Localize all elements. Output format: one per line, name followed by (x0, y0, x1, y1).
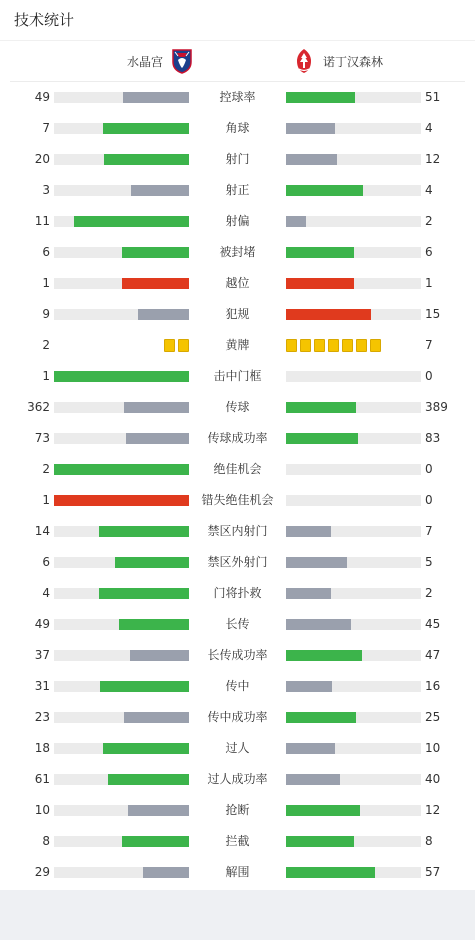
away-stat-value: 12 (425, 152, 441, 166)
home-stat-bar-fill (54, 464, 189, 475)
home-stat-bar-fill (103, 123, 189, 134)
away-stat-bar (286, 216, 421, 227)
away-stat-value: 0 (425, 462, 433, 476)
away-stat-bar (286, 371, 421, 382)
away-stat-bar-fill (286, 92, 355, 103)
home-stat-value: 31 (34, 679, 50, 693)
stat-label: 角球 (225, 121, 250, 135)
home-stat-bar (54, 216, 189, 227)
home-stat-bar (54, 278, 189, 289)
away-stat-bar-fill (286, 154, 337, 165)
away-stat-bar-fill (286, 557, 347, 568)
stat-row (0, 702, 475, 733)
away-stat-bar (286, 154, 421, 165)
away-stat-bar (286, 495, 421, 506)
home-stat-bar (54, 464, 189, 475)
stat-row (0, 144, 475, 175)
home-stat-bar (54, 712, 189, 723)
stat-label: 犯规 (225, 307, 250, 321)
away-stat-value: 40 (425, 772, 441, 786)
home-stat-bar-fill (104, 154, 189, 165)
away-stat-bar-fill (286, 712, 356, 723)
home-stat-bar-fill (122, 247, 190, 258)
yellow-card-icon (356, 339, 367, 352)
away-stat-bar-fill (286, 309, 371, 320)
home-stat-bar (54, 185, 189, 196)
away-stat-value: 47 (425, 648, 441, 662)
away-stat-bar (286, 805, 421, 816)
home-stat-value: 14 (34, 524, 50, 538)
home-stat-bar-fill (138, 309, 189, 320)
home-stat-value: 11 (34, 214, 50, 228)
home-yellow-cards (164, 339, 189, 352)
away-stat-bar (286, 836, 421, 847)
home-stat-bar-fill (54, 495, 189, 506)
page-footer (0, 890, 475, 940)
away-stat-value: 1 (425, 276, 433, 290)
home-stat-bar-fill (99, 526, 189, 537)
stat-label: 解围 (225, 865, 250, 879)
away-stat-bar (286, 185, 421, 196)
home-stat-bar-fill (124, 712, 189, 723)
stat-label: 击中门框 (213, 369, 262, 383)
away-stat-bar-fill (286, 743, 335, 754)
home-stat-value: 20 (34, 152, 50, 166)
away-stat-value: 4 (425, 183, 433, 197)
yellow-card-icon (164, 339, 175, 352)
away-stat-bar-fill (286, 526, 331, 537)
stat-row (0, 516, 475, 547)
home-stat-bar-fill (130, 650, 189, 661)
yellow-card-icon (286, 339, 297, 352)
away-stat-bar-fill (286, 247, 354, 258)
away-stat-value: 7 (425, 524, 433, 538)
away-stat-value: 25 (425, 710, 441, 724)
away-yellow-cards (286, 339, 381, 352)
home-stat-value: 29 (34, 865, 50, 879)
home-stat-value: 9 (42, 307, 50, 321)
stat-row (0, 330, 475, 361)
stat-row (0, 423, 475, 454)
stat-label: 越位 (225, 276, 250, 290)
home-team-name: 水晶宫 (126, 54, 163, 69)
stat-row (0, 609, 475, 640)
away-stat-bar-fill (286, 774, 340, 785)
stat-row (0, 547, 475, 578)
stat-row (0, 454, 475, 485)
home-stat-bar (54, 743, 189, 754)
home-stat-bar-fill (123, 92, 189, 103)
away-stat-bar (286, 402, 421, 413)
away-stat-bar-fill (286, 588, 331, 599)
away-stat-bar (286, 588, 421, 599)
stat-row (0, 299, 475, 330)
home-stat-value: 1 (42, 493, 50, 507)
away-stat-value: 83 (425, 431, 441, 445)
home-stat-value: 49 (34, 617, 50, 631)
home-stat-value: 61 (34, 772, 50, 786)
stat-row (0, 733, 475, 764)
away-stat-bar-fill (286, 433, 358, 444)
away-stat-value: 51 (425, 90, 441, 104)
away-stat-value: 10 (425, 741, 441, 755)
stat-row (0, 826, 475, 857)
home-stat-value: 6 (42, 245, 50, 259)
away-stat-bar (286, 309, 421, 320)
away-stat-bar (286, 867, 421, 878)
stat-label: 传中 (225, 679, 250, 693)
stat-label: 射门 (225, 152, 250, 166)
stat-row (0, 392, 475, 423)
home-stat-bar-fill (54, 371, 189, 382)
stat-label: 门将扑救 (213, 586, 262, 600)
home-stat-bar-fill (126, 433, 189, 444)
away-stat-value: 8 (425, 834, 433, 848)
away-stat-bar-fill (286, 650, 362, 661)
away-stat-value: 12 (425, 803, 441, 817)
home-stat-bar (54, 154, 189, 165)
away-stat-bar (286, 123, 421, 134)
stat-row (0, 795, 475, 826)
stat-row (0, 764, 475, 795)
away-stat-value: 57 (425, 865, 441, 879)
away-stat-bar-fill (286, 805, 360, 816)
stat-row (0, 268, 475, 299)
page-title: 技术统计 (0, 0, 475, 41)
home-team[interactable] (127, 41, 193, 81)
away-stat-bar-fill (286, 216, 306, 227)
stat-label: 射正 (225, 183, 250, 197)
home-stat-bar (54, 650, 189, 661)
away-stat-bar-fill (286, 278, 354, 289)
stat-label: 射偏 (225, 214, 250, 228)
home-stat-bar (54, 495, 189, 506)
away-stat-bar (286, 743, 421, 754)
home-stat-bar-fill (128, 805, 189, 816)
stat-label: 传球 (225, 400, 250, 414)
home-stat-bar-fill (143, 867, 189, 878)
home-stat-value: 7 (42, 121, 50, 135)
away-stat-value: 389 (425, 400, 448, 414)
stat-label: 被封堵 (219, 245, 256, 259)
away-stat-value: 7 (425, 338, 433, 352)
home-stat-value: 8 (42, 834, 50, 848)
home-stat-bar-fill (131, 185, 189, 196)
stat-label: 抢断 (225, 803, 250, 817)
crystal-palace-crest-icon (171, 48, 193, 74)
home-stat-bar (54, 92, 189, 103)
stat-label: 过人 (225, 741, 250, 755)
stat-row (0, 237, 475, 268)
home-stat-bar (54, 123, 189, 134)
yellow-card-icon (342, 339, 353, 352)
away-stat-value: 2 (425, 214, 433, 228)
stat-label: 黄牌 (225, 338, 250, 352)
home-stat-value: 10 (34, 803, 50, 817)
stat-label: 禁区内射门 (207, 524, 268, 538)
yellow-card-icon (370, 339, 381, 352)
yellow-card-icon (300, 339, 311, 352)
stat-row (0, 206, 475, 237)
home-stat-value: 3 (42, 183, 50, 197)
stat-label: 绝佳机会 (213, 462, 262, 476)
away-stat-bar-fill (286, 836, 354, 847)
away-stat-bar-fill (286, 681, 332, 692)
home-stat-bar (54, 805, 189, 816)
yellow-card-icon (314, 339, 325, 352)
away-stat-value: 0 (425, 493, 433, 507)
home-stat-value: 1 (42, 276, 50, 290)
home-stat-bar-fill (115, 557, 189, 568)
away-stat-value: 5 (425, 555, 433, 569)
home-stat-value: 6 (42, 555, 50, 569)
home-stat-bar (54, 526, 189, 537)
away-team-name: 诺丁汉森林 (323, 54, 384, 69)
home-stat-bar (54, 774, 189, 785)
away-stat-bar-fill (286, 123, 335, 134)
stats-list (0, 82, 475, 888)
away-stat-value: 2 (425, 586, 433, 600)
stat-row (0, 361, 475, 392)
home-stat-bar (54, 309, 189, 320)
stat-row (0, 640, 475, 671)
home-stat-bar (54, 402, 189, 413)
away-stat-bar-fill (286, 619, 351, 630)
stat-label: 禁区外射门 (207, 555, 268, 569)
away-stat-value: 15 (425, 307, 441, 321)
away-stat-bar (286, 92, 421, 103)
away-stat-bar (286, 557, 421, 568)
stat-label: 过人成功率 (207, 772, 268, 786)
home-stat-bar (54, 371, 189, 382)
yellow-card-icon (328, 339, 339, 352)
stat-label: 错失绝佳机会 (201, 493, 274, 507)
home-stat-value: 4 (42, 586, 50, 600)
stat-row (0, 175, 475, 206)
away-stat-bar (286, 774, 421, 785)
stat-label: 传球成功率 (207, 431, 268, 445)
away-stat-value: 45 (425, 617, 441, 631)
home-stat-value: 37 (34, 648, 50, 662)
away-stat-bar (286, 619, 421, 630)
home-stat-bar (54, 557, 189, 568)
home-stat-bar-fill (108, 774, 189, 785)
home-stat-bar (54, 867, 189, 878)
stat-label: 长传 (225, 617, 250, 631)
stat-row (0, 82, 475, 113)
stat-label: 传中成功率 (207, 710, 268, 724)
home-stat-value: 1 (42, 369, 50, 383)
home-stat-bar-fill (122, 278, 190, 289)
away-stat-bar-fill (286, 867, 375, 878)
home-stat-bar-fill (103, 743, 189, 754)
away-stat-bar (286, 681, 421, 692)
home-stat-bar (54, 619, 189, 630)
away-stat-bar-fill (286, 402, 356, 413)
yellow-card-icon (178, 339, 189, 352)
away-stat-bar (286, 526, 421, 537)
home-stat-value: 2 (42, 338, 50, 352)
stat-label: 拦截 (225, 834, 250, 848)
away-stat-bar (286, 464, 421, 475)
home-stat-bar-fill (122, 836, 190, 847)
nottingham-forest-crest-icon (293, 48, 315, 74)
stat-row (0, 671, 475, 702)
home-stat-value: 23 (34, 710, 50, 724)
home-stat-bar-fill (99, 588, 189, 599)
home-stat-bar (54, 588, 189, 599)
home-stat-bar-fill (74, 216, 189, 227)
stat-label: 长传成功率 (207, 648, 268, 662)
teams-header (10, 41, 465, 82)
home-stat-bar (54, 433, 189, 444)
away-stat-bar (286, 712, 421, 723)
away-stat-bar (286, 247, 421, 258)
away-stat-value: 6 (425, 245, 433, 259)
stat-row (0, 578, 475, 609)
away-stat-bar-fill (286, 185, 363, 196)
home-stat-value: 362 (27, 400, 50, 414)
away-stat-value: 4 (425, 121, 433, 135)
away-stat-value: 16 (425, 679, 441, 693)
home-stat-bar (54, 247, 189, 258)
home-stat-value: 2 (42, 462, 50, 476)
home-stat-bar (54, 836, 189, 847)
home-stat-value: 49 (34, 90, 50, 104)
away-stat-bar (286, 433, 421, 444)
home-stat-bar (54, 681, 189, 692)
home-stat-bar-fill (119, 619, 189, 630)
home-stat-bar-fill (100, 681, 189, 692)
home-stat-value: 18 (34, 741, 50, 755)
away-stat-bar (286, 278, 421, 289)
stat-row (0, 485, 475, 516)
stat-label: 控球率 (219, 90, 256, 104)
home-stat-bar-fill (124, 402, 189, 413)
home-stat-value: 73 (34, 431, 50, 445)
away-stat-value: 0 (425, 369, 433, 383)
stat-row (0, 113, 475, 144)
away-stat-bar (286, 650, 421, 661)
stat-row (0, 857, 475, 888)
away-team[interactable] (293, 41, 383, 81)
